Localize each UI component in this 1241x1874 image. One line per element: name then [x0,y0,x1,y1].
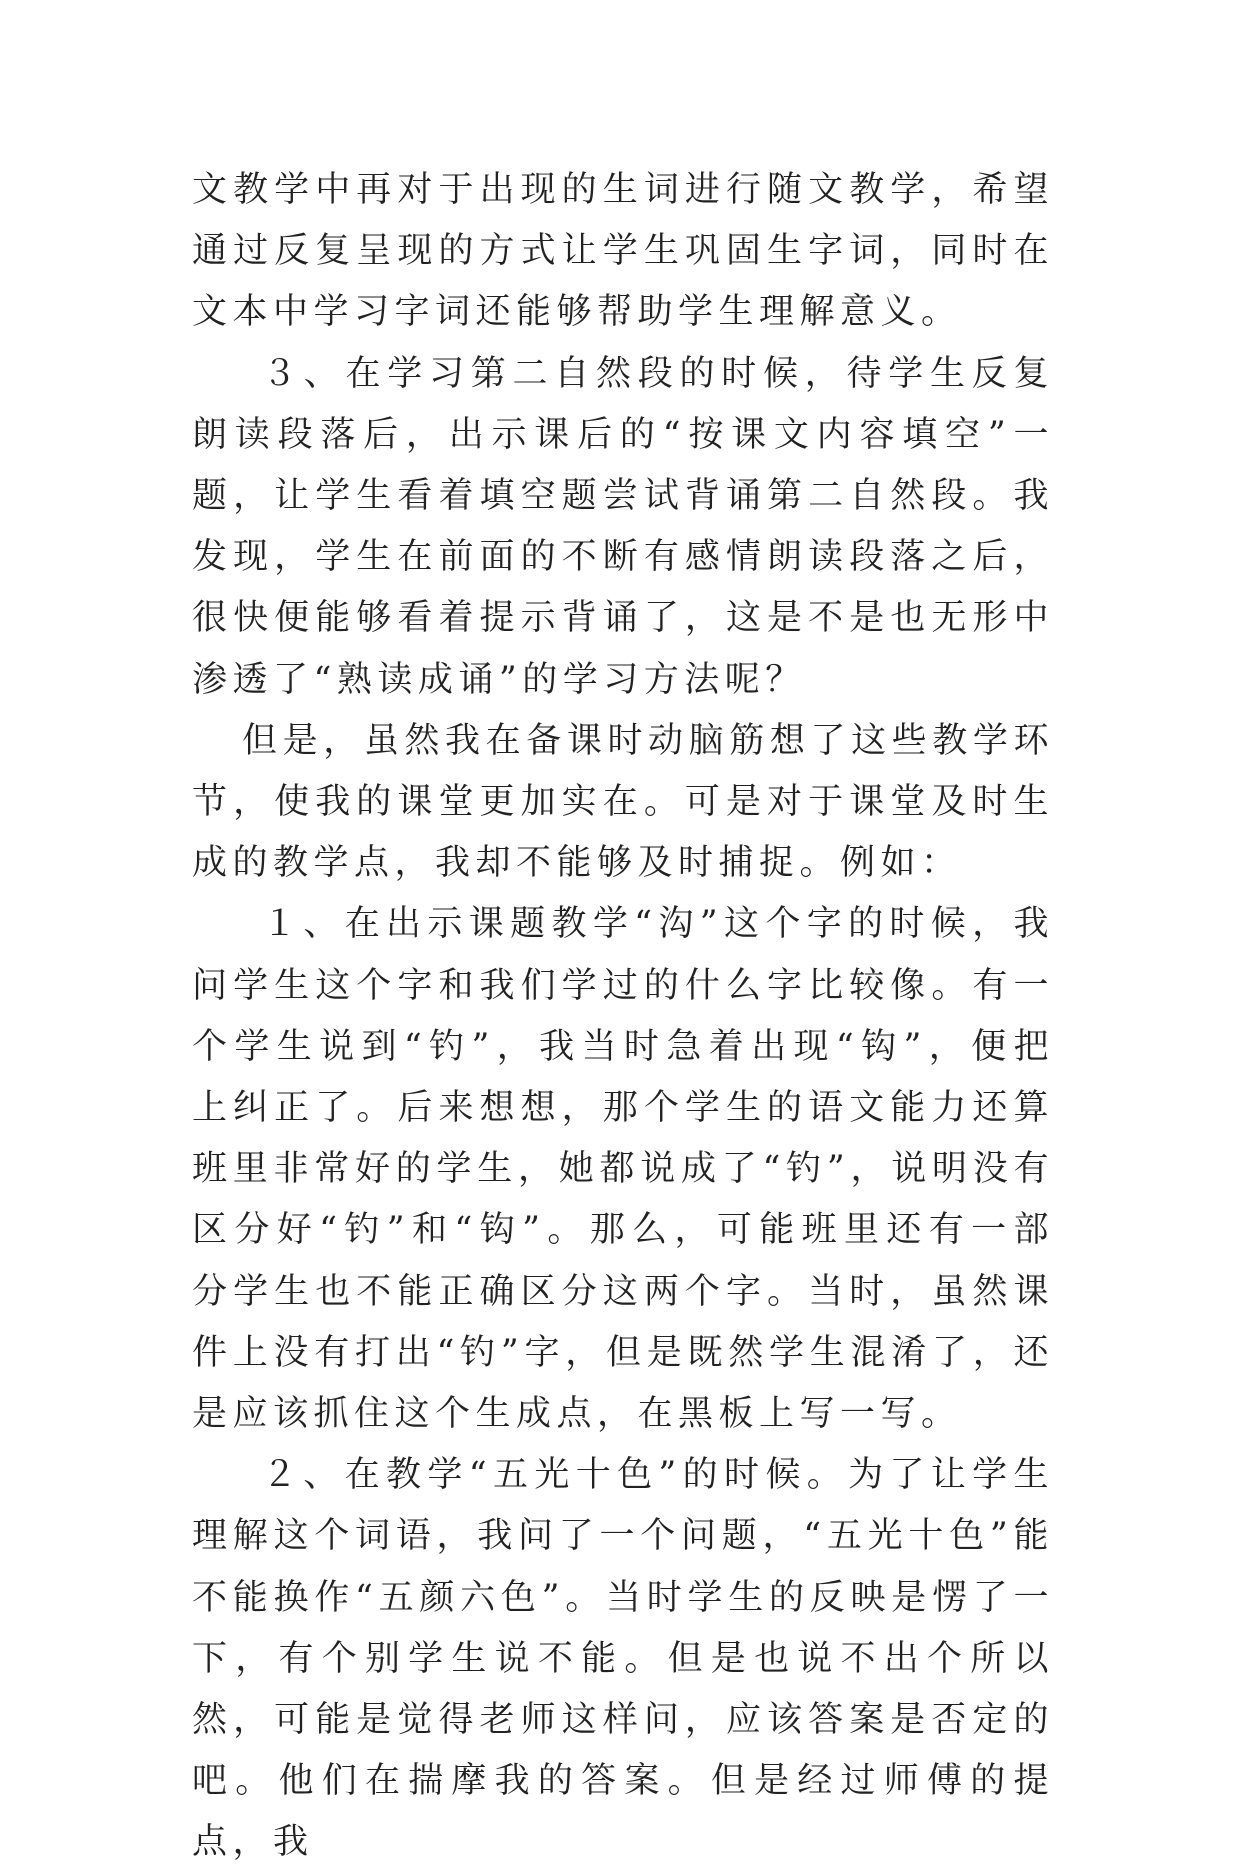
paragraph-transition: 但是，虽然我在备课时动脑筋想了这些教学环节，使我的课堂更加实在。可是对于课堂及时生成的教学点，我却不能够及时捕捉。例如： [192,720,1054,884]
paragraph-item-3: ３、在学习第二自然段的时候，待学生反复朗读段落后，出示课后的“按课文内容填空”一题，让学生看着填空题尝试背诵第二自然段。我发现，学生在前面的不断有感情朗读段落之后，很快便能够看着提示背诵了，这是不是也无形中渗透了“熟读成诵”的学习方法呢？ [192,353,1054,700]
paragraph-example-1: １、在出示课题教学“沟”这个字的时候，我问学生这个字和我们学过的什么字比较像。有一个学生说到“钓”，我当时急着出现“钩”，便把上纠正了。后来想想，那个学生的语文能力还算班里非常好的学生，她都说成了“钓”，说明没有区分好“钓”和“钩”。那么，可能班里还有一部分学生也不能正确区分这两个字。当时，虽然课件上没有打出“钓”字，但是既然学生混淆了，还是应该抓住这个生成点，在黑板上写一写。 [192,904,1054,1435]
paragraph-example-2: ２、在教学“五光十色”的时候。为了让学生理解这个词语，我问了一个问题，“五光十色”能不能换作“五颜六色”。当时学生的反映是愣了一下，有个别学生说不能。但是也说不出个所以然，可能是觉得老师这样问，应该答案是否定的吧。他们在揣摩我的答案。但是经过师傅的提点，我 [192,1455,1054,1863]
paragraph-continuation: 文教学中再对于出现的生词进行随文教学，希望通过反复呈现的方式让学生巩固生字词，同时在文本中学习字词还能够帮助学生理解意义。 [192,170,1054,333]
document-body [192,160,1054,1874]
